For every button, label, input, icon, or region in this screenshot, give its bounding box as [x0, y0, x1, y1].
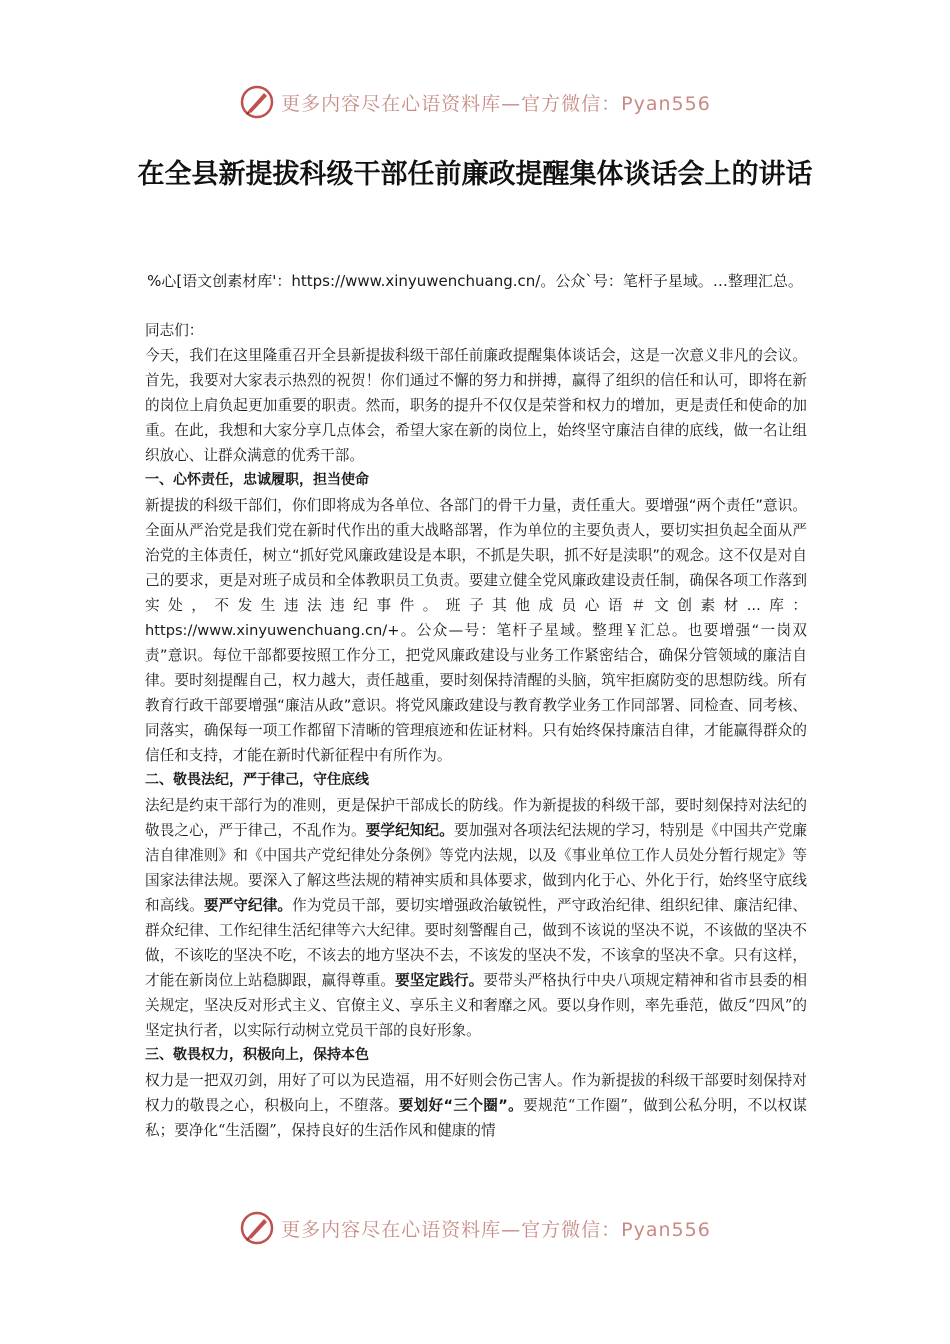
section-2-text-a: 法纪是约束干部行为的准则，更是保护干部成长的防线。作为新提拔的科级干部，要时刻保持对法纪的敬畏之心，严于律己，不乱作为。 — [145, 797, 807, 839]
section-2-text-c: 作为党员干部，要切实增强政治敏锐性，严守政治纪律、组织纪律、廉洁纪律、群众纪律、工作纪律生活纪律等六大纪律。要时刻警醒自己，做到不该说的坚决不说，不该做的坚决不做，不该吃的坚决不吃，不该去的地方坚决不去，不该发的坚决不发，不该拿的坚决不拿。只有这样，才能在新岗位上站稳脚跟，赢得尊重。 — [145, 897, 807, 989]
section-1-heading: 一、心怀责任，忠诚履职，担当使命 — [145, 472, 369, 488]
section-1-paragraph: 新提拔的科级干部们，你们即将成为各单位、各部门的骨干力量，责任重大。要增强“两个责任”意识。全面从严治党是我们党在新时代作出的重大战略部署，作为单位的主要负责人，要切实担负起全面从严治党的主体责任，树立“抓好党风廉政建设是本职，不抓是失职，抓不好是渎职”的观念。这不仅是对自己的要求，更是对班子成员和全体教职员工负责。要建立健全党风廉政建设责任制，确保各项工作落到实处，不发生违法违纪事件。班子其他成员心语＃文创素材...库：https://www.xinyuwenchuang.cn/+。公众—号：笔杆子星域。整理￥汇总。也要增强“一岗双责”意识。每位干部都要按照工作分工，把党风廉政建设与业务工作紧密结合，确保分管领域的廉洁自律。要时刻提醒自己，权力越大，责任越重，要时刻保持清醒的头脑，筑牢拒腐防变的思想防线。所有教育行政干部要增强“廉洁从政”意识。将党风廉政建设与教育教学业务工作同部署、同检查、同考核、同落实，确保每一项工作都留下清晰的管理痕迹和佐证材料。只有始终保持廉洁自律，才能赢得群众的信任和支持，才能在新时代新征程中有所作为。 — [145, 497, 807, 764]
section-3-text-a: 权力是一把双刃剑，用好了可以为民造福，用不好则会伤己害人。作为新提拔的科级干部要时刻保持对权力的敬畏之心，积极向上，不堕落。 — [145, 1072, 807, 1114]
intro-paragraph: 今天，我们在这里隆重召开全县新提拔科级干部任前廉政提醒集体谈话会，这是一次意义非凡的会议。首先，我要对大家表示热烈的祝贺！你们通过不懈的努力和拼搏，赢得了组织的信任和认可，即将在新的岗位上肩负起更加重要的职责。然而，职务的提升不仅仅是荣誉和权力的增加，更是责任和使命的加重。在此，我想和大家分享几点体会，希望大家在新的岗位上，始终坚守廉洁自律的底线，做一名让组织放心、让群众满意的优秀干部。 — [145, 347, 807, 464]
document-title: 在全县新提拔科级干部任前廉政提醒集体谈话会上的讲话 — [137, 159, 813, 190]
section-3-paragraph — [145, 1068, 807, 1143]
source-note: %心[语文创素材库'：https://www.xinyuwenchuang.cn/。公众`号：笔杆子星域。…整理汇总。 — [147, 272, 803, 290]
section-2-heading: 二、敬畏法纪，严于律己，守住底线 — [145, 772, 369, 788]
section-2-text-d: 要带头严格执行中央八项规定精神和省市县委的相关规定，坚决反对形式主义、官僚主义、享乐主义和奢靡之风。要以身作则，率先垂范，做反“四风”的坚定执行者，以实际行动树立党员干部的良好形象。 — [145, 972, 807, 1039]
watermark-banner-top — [0, 80, 950, 124]
section-2-bold-2: 要严守纪律。 — [203, 897, 293, 914]
watermark-text: 更多内容尽在心语资料库—官方微信：Pyan556 — [281, 92, 711, 115]
section-3-text-b: 要规范“工作圈”，做到公私分明，不以权谋私；要净化“生活圈”，保持良好的生活作风和健康的情 — [145, 1097, 807, 1139]
section-2-bold-3: 要坚定践行。 — [395, 972, 484, 989]
salutation: 同志们： — [145, 322, 204, 339]
section-3-bold-1: 要划好“三个圈”。 — [398, 1097, 524, 1114]
section-3-heading: 三、敬畏权力，积极向上，保持本色 — [145, 1047, 369, 1063]
watermark-banner-bottom — [0, 1206, 950, 1250]
quill-pen-logo-icon — [239, 84, 275, 120]
quill-pen-logo-icon — [239, 1210, 275, 1246]
watermark-text: 更多内容尽在心语资料库—官方微信：Pyan556 — [281, 1218, 711, 1241]
document-body — [145, 318, 807, 1143]
section-2-text-b: 要加强对各项法纪法规的学习，特别是《中国共产党廉洁自律准则》和《中国共产党纪律处分条例》等党内法规，以及《事业单位工作人员处分暂行规定》等国家法律法规。要深入了解这些法规的精神实质和具体要求，做到内化于心、外化于行，始终坚守底线和高线。 — [145, 822, 807, 914]
section-2-bold-1: 要学纪知纪。 — [365, 822, 454, 839]
section-2-paragraph — [145, 793, 807, 1043]
